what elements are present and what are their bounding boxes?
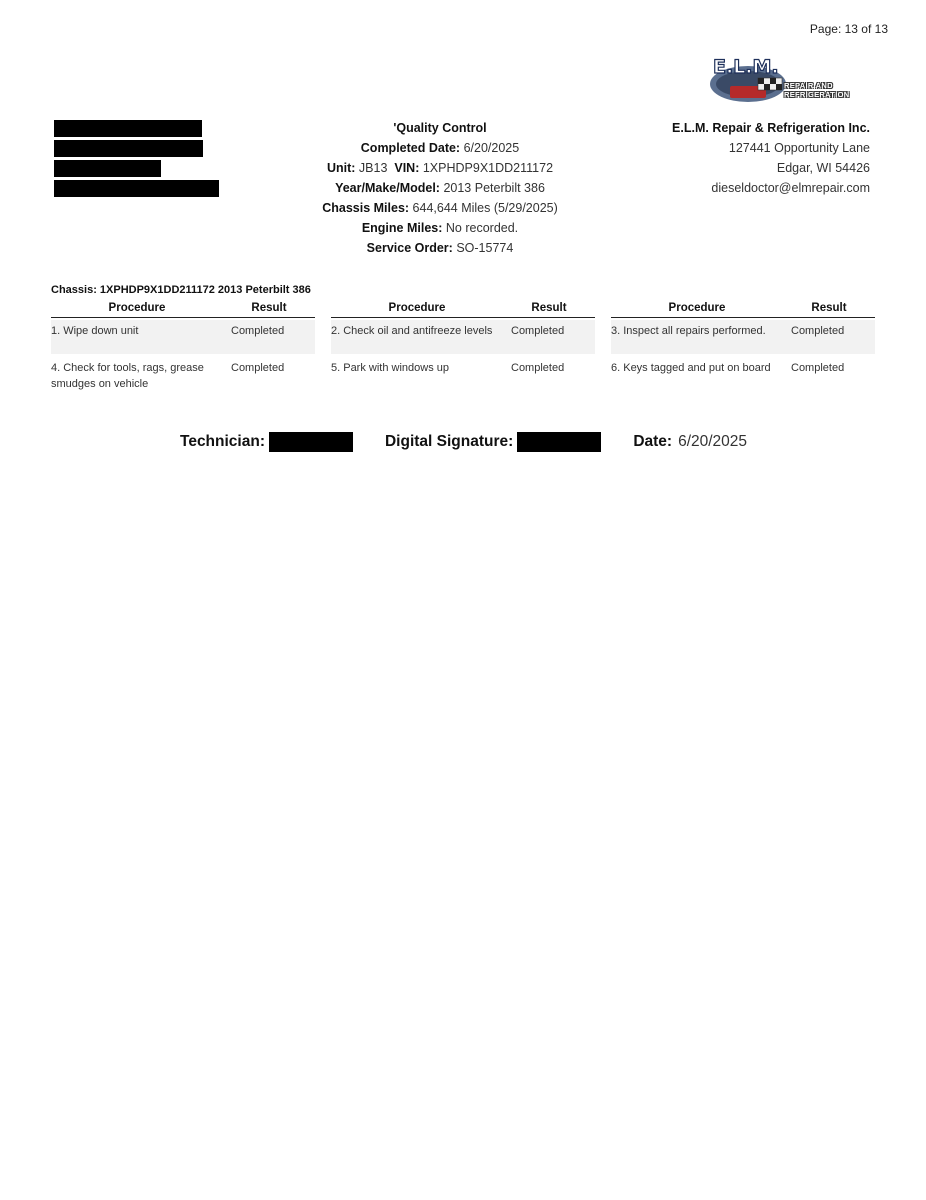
completed-date-label: Completed Date:: [360, 141, 461, 155]
procedure-grid: [51, 302, 875, 396]
procedure-cell: 6. Keys tagged and put on board: [611, 362, 771, 374]
result-header: Result: [251, 302, 287, 314]
redacted-technician: [269, 432, 353, 452]
engine-miles-label: Engine Miles:: [361, 221, 443, 235]
redacted-customer-line-4: [54, 180, 219, 197]
signature-date: 6/20/2025: [678, 433, 748, 450]
procedure-cell: 2. Check oil and antifreeze levels: [331, 325, 493, 337]
procedure-cell: 1. Wipe down unit: [51, 325, 139, 337]
result-header: Result: [531, 302, 567, 314]
service-order-label: Service Order:: [366, 241, 453, 255]
redacted-customer-line-3: [54, 160, 161, 177]
result-cell: Completed: [231, 325, 285, 337]
table-row: [51, 357, 875, 396]
company-logo: [708, 56, 872, 106]
procedure-header: Procedure: [388, 302, 446, 314]
grid-header: [51, 302, 875, 318]
result-header: Result: [811, 302, 847, 314]
chassis-line: Chassis: 1XPHDP9X1DD211172 2013 Peterbilt 386: [51, 284, 311, 296]
vin-value: 1XPHDP9X1DD211172: [422, 161, 554, 175]
unit-label: Unit:: [326, 161, 356, 175]
company-city: Edgar, WI 54426: [776, 161, 870, 175]
procedure-header: Procedure: [108, 302, 166, 314]
chassis-miles-value: 644,644 Miles (5/29/2025): [412, 201, 558, 215]
work-order-header: [280, 118, 600, 258]
procedure-header: Procedure: [668, 302, 726, 314]
redacted-customer-line-2: [54, 140, 203, 157]
digital-signature-label: Digital Signature:: [384, 433, 514, 450]
result-cell: Completed: [791, 362, 845, 374]
company-address: 127441 Opportunity Lane: [728, 141, 870, 155]
procedure-cell: 3. Inspect all repairs performed.: [611, 325, 766, 337]
result-cell: Completed: [791, 325, 845, 337]
company-email: dieseldoctor@elmrepair.com: [711, 181, 870, 195]
logo-text: E.L.M.: [713, 56, 779, 78]
page-number: Page: 13 of 13: [809, 22, 888, 36]
result-cell: Completed: [511, 362, 565, 374]
signature-row: [180, 432, 779, 452]
company-info: [672, 118, 870, 198]
result-cell: Completed: [231, 362, 285, 374]
engine-miles-value: No recorded.: [445, 221, 519, 235]
technician-label: Technician:: [180, 433, 265, 450]
year-make-model-value: 2013 Peterbilt 386: [443, 181, 545, 195]
logo-caption: REPAIR AND REFRIGERATION: [784, 81, 850, 99]
table-row: [51, 320, 875, 354]
date-label: Date:: [633, 433, 673, 450]
procedure-cell: 4. Check for tools, rags, grease smudges on vehicle: [51, 362, 204, 390]
procedure-cell: 5. Park with windows up: [331, 362, 449, 374]
redacted-customer-line-1: [54, 120, 202, 137]
document-title: 'Quality Control: [393, 121, 487, 135]
unit-value: JB13: [358, 161, 388, 175]
redacted-signature: [517, 432, 601, 452]
chassis-miles-label: Chassis Miles:: [322, 201, 410, 215]
vin-label: VIN:: [394, 161, 420, 175]
service-order-value: SO-15774: [456, 241, 514, 255]
year-make-model-label: Year/Make/Model:: [335, 181, 440, 195]
company-name: E.L.M. Repair & Refrigeration Inc.: [672, 121, 870, 135]
completed-date-value: 6/20/2025: [463, 141, 520, 155]
result-cell: Completed: [511, 325, 565, 337]
